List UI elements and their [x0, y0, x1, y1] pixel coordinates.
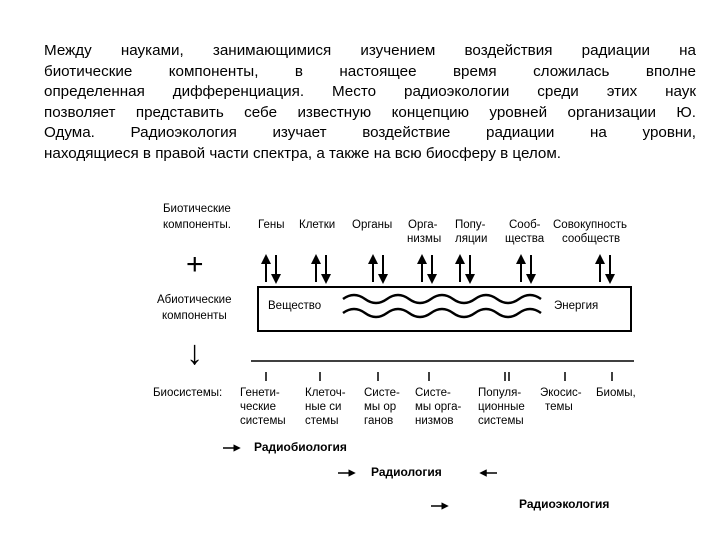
level-community-set-2: сообществ: [562, 233, 621, 245]
biosystem-organisms-3: низмов: [415, 415, 454, 427]
biosystem-biomes: Биомы,: [596, 387, 636, 399]
biosystem-cellular-3: стемы: [305, 415, 339, 427]
biosystem-population-3: системы: [478, 415, 524, 427]
level-genes: Гены: [258, 219, 285, 231]
biosystem-population-1: Популя-: [478, 387, 522, 399]
biosystem-organs-3: ганов: [364, 415, 394, 427]
abiotic-label-line2: компоненты: [162, 310, 227, 322]
paragraph-line: определенная дифференциация. Место радиоэкологии среди этих наук: [44, 83, 696, 101]
paragraph-line: позволяет представить себе известную концепцию уровней организации Ю.: [44, 103, 696, 121]
biosystem-organs-2: мы ор: [364, 401, 397, 413]
biosystem-cellular-1: Клеточ-: [305, 387, 346, 399]
radiology-label: Радиология: [371, 465, 442, 479]
biotic-label-line1: Биотические: [163, 203, 231, 215]
biosystems-label: Биосистемы:: [153, 387, 223, 399]
paragraph-line: Между науками, занимающимися изучением воздействия радиации на: [44, 42, 696, 59]
level-organs: Органы: [352, 219, 393, 231]
exchange-arrows: [266, 255, 610, 282]
level-communities-1: Сооб-: [509, 219, 541, 231]
level-cells: Клетки: [299, 219, 336, 231]
biosystem-genetic-2: ческие: [240, 401, 276, 413]
biosystem-genetic-1: Генети-: [240, 387, 280, 399]
biosystem-genetic-3: системы: [240, 415, 286, 427]
energy-label: Энергия: [554, 300, 599, 312]
level-organisms-2: низмы: [407, 233, 442, 245]
discipline-arrows: [223, 448, 497, 506]
biosystem-organisms-2: мы орга-: [415, 401, 462, 413]
level-populations-2: ляции: [455, 233, 488, 245]
level-communities-2: щества: [505, 233, 545, 245]
paragraph-line: находящиеся в правой части спектра, а также на всю биосферу в целом.: [44, 144, 562, 162]
biosystem-population-2: ционные: [478, 401, 525, 413]
substance-label: Вещество: [268, 300, 322, 312]
radioecology-label: Радиоэкология: [519, 497, 610, 511]
biosystem-ecosystems-1: Экосис-: [540, 387, 582, 399]
level-organisms-1: Орга-: [408, 219, 438, 231]
paragraph-line: биотические компоненты, в настоящее время сложилась вполне: [44, 62, 696, 80]
abiotic-label-line1: Абиотические: [157, 294, 232, 306]
biosystem-organs-1: Систе-: [364, 387, 400, 399]
plus-sign: +: [186, 248, 204, 281]
biosystem-ecosystems-2: темы: [545, 401, 573, 413]
radiobiology-label: Радиобиология: [254, 440, 347, 454]
level-community-set-1: Совокупность: [553, 219, 627, 231]
level-populations-1: Попу-: [455, 219, 486, 231]
biosystem-organisms-1: Систе-: [415, 387, 451, 399]
paragraph-line: Одума. Радиоэкология изучает воздействие радиации на уровни,: [44, 124, 696, 142]
spectrum-ticks: [266, 372, 612, 381]
energy-waves: [343, 295, 541, 317]
down-arrow-icon: ↓: [186, 334, 203, 372]
biotic-label-line2: компоненты.: [163, 219, 231, 231]
biosystem-cellular-2: ные си: [305, 401, 342, 413]
